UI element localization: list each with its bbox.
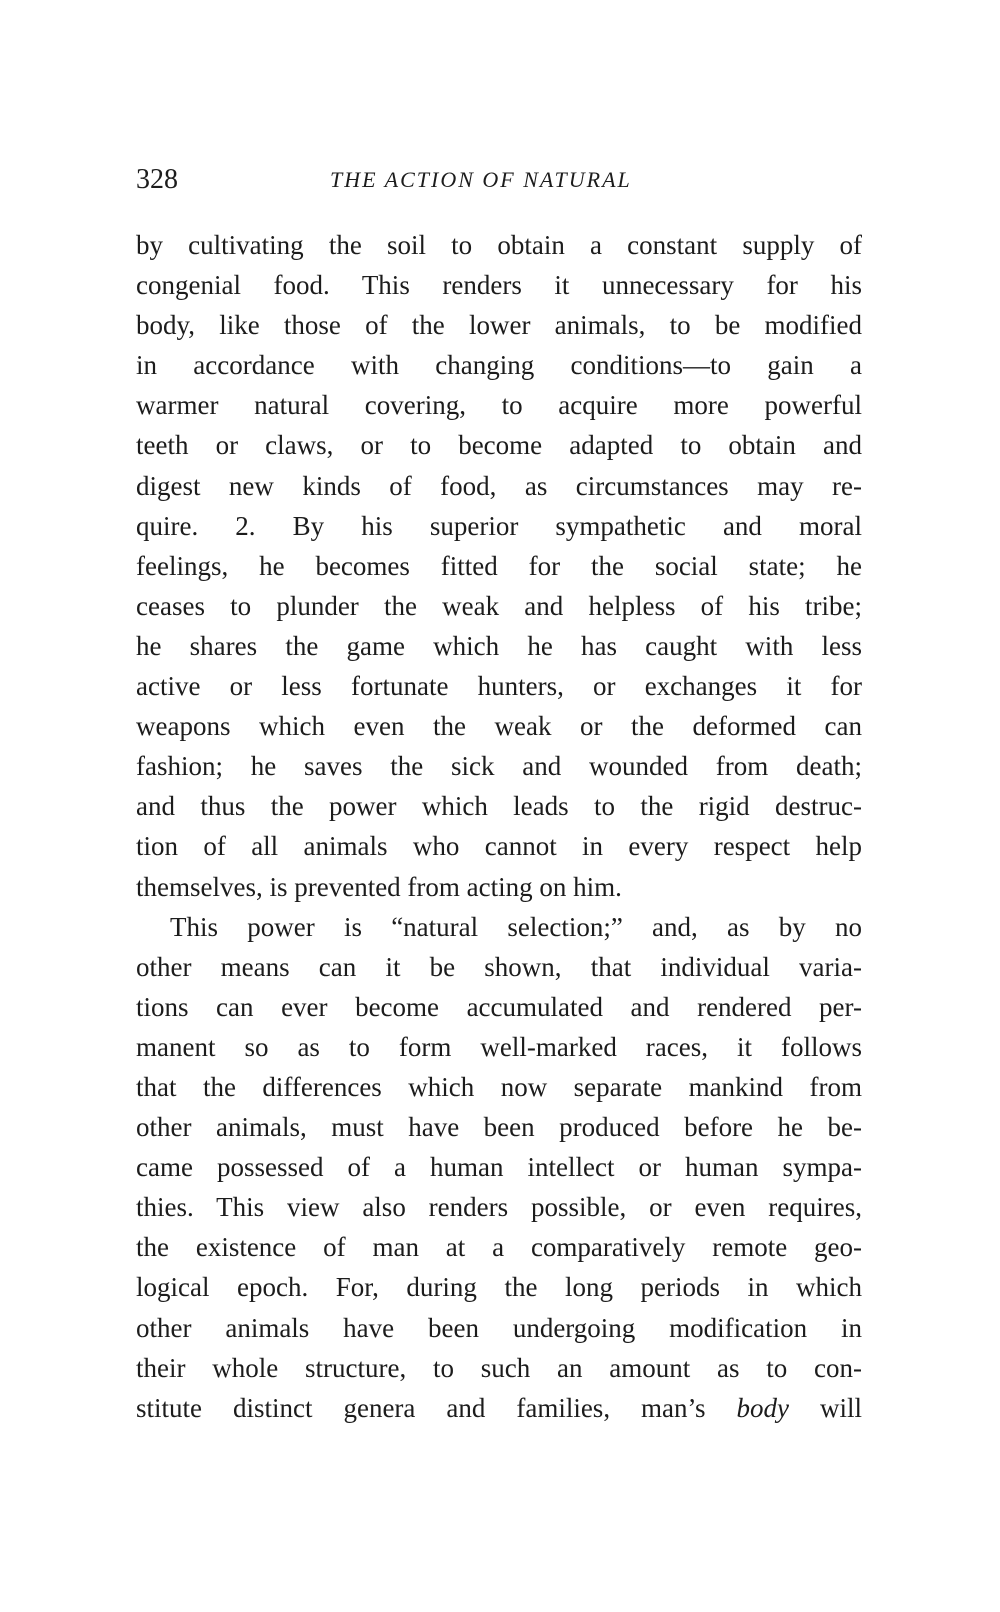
- text-line: tion of all animals who cannot in every respect help: [136, 831, 862, 862]
- emphasis-body: body: [736, 1392, 790, 1423]
- text-line: teeth or claws, or to become adapted to obtain and: [136, 430, 862, 461]
- text-line: came possessed of a human intellect or human sympa-: [136, 1152, 862, 1183]
- text-line: fashion; he saves the sick and wounded from death;: [136, 751, 862, 782]
- text-line: active or less fortunate hunters, or exchanges it for: [136, 671, 862, 702]
- text-line: the existence of man at a comparatively remote geo-: [136, 1232, 862, 1263]
- text-line: ceases to plunder the weak and helpless of his tribe;: [136, 590, 862, 621]
- page-number: 328: [136, 164, 178, 195]
- text-line: digest new kinds of food, as circumstances may re-: [136, 470, 862, 501]
- running-head: [136, 160, 862, 200]
- text-line: other means can it be shown, that individual varia-: [136, 951, 862, 982]
- text-line: their whole structure, to such an amount as to con-: [136, 1352, 862, 1383]
- text-line: quire. 2. By his superior sympathetic and moral: [136, 510, 862, 541]
- text-line: tions can ever become accumulated and rendered per-: [136, 991, 862, 1022]
- text-line: warmer natural covering, to acquire more powerful: [136, 390, 862, 421]
- text-line: he shares the game which he has caught with less: [136, 630, 862, 661]
- text-line: body, like those of the lower animals, to be modified: [136, 310, 862, 341]
- text-line: other animals, must have been produced before he be-: [136, 1112, 862, 1143]
- text-line: other animals have been undergoing modification in: [136, 1312, 862, 1343]
- text-line: by cultivating the soil to obtain a constant supply of: [136, 230, 862, 260]
- text-line: weapons which even the weak or the deformed can: [136, 711, 862, 742]
- text-line: manent so as to form well-marked races, it follows: [136, 1031, 862, 1062]
- text-line: This power is “natural selection;” and, as by no: [170, 911, 862, 942]
- body-text: [136, 225, 862, 1428]
- text-line: themselves, is prevented from acting on him.: [136, 871, 622, 902]
- text-line: feelings, he becomes fitted for the social state; he: [136, 550, 862, 581]
- running-title: THE ACTION OF NATURAL: [330, 167, 632, 192]
- text-line: logical epoch. For, during the long periods in which: [136, 1272, 862, 1303]
- text-line: thies. This view also renders possible, or even requires,: [136, 1192, 862, 1223]
- text-line: congenial food. This renders it unnecessary for his: [136, 270, 862, 301]
- text-line: that the differences which now separate mankind from: [136, 1071, 862, 1102]
- text-line: stitute distinct genera and families, man’s body will: [136, 1392, 862, 1423]
- text-line: in accordance with changing conditions—to gain a: [136, 350, 862, 381]
- text-line: and thus the power which leads to the rigid destruc-: [136, 791, 862, 822]
